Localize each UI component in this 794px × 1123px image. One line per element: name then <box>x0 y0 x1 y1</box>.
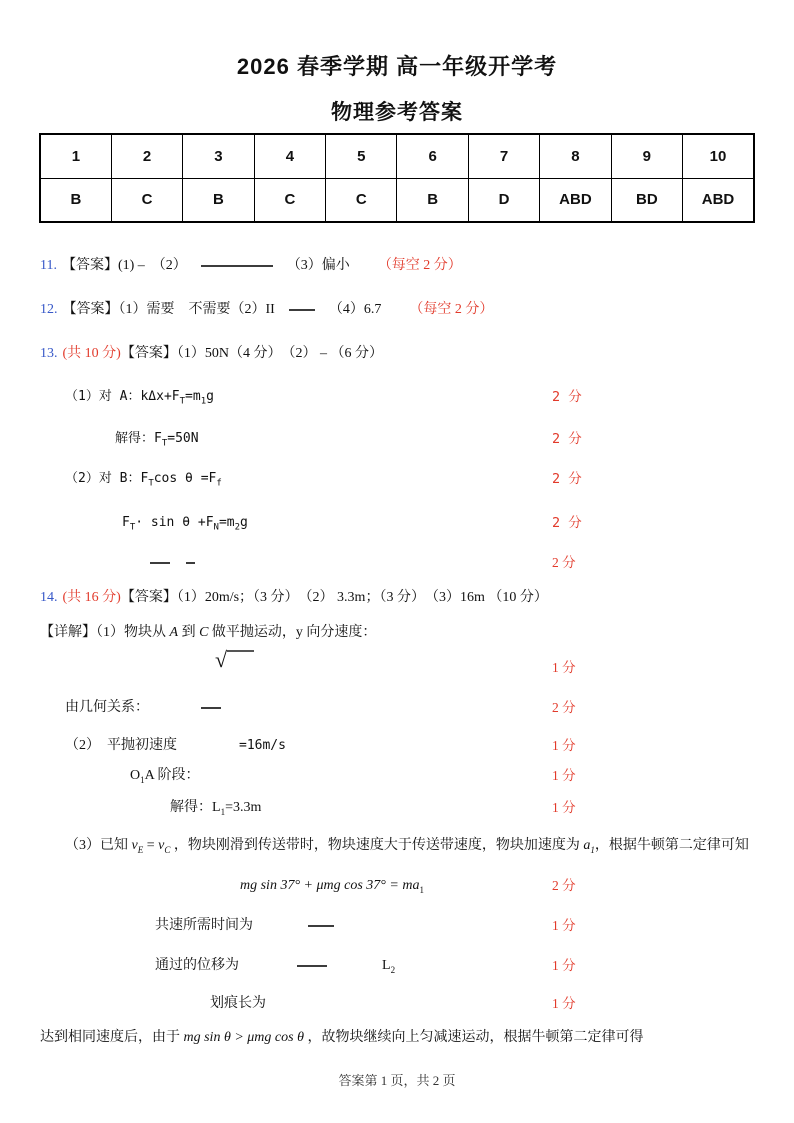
work-line <box>40 513 754 533</box>
score-label: （每空 2 分） <box>377 258 462 273</box>
detail-text: 达到相同速度后，由于 <box>40 1030 184 1045</box>
question-number-cell: 5 <box>326 134 397 178</box>
detail-text: =3.3m <box>225 800 262 815</box>
detail-text: 共速所需时间为 <box>155 918 253 933</box>
formula-text: mg sin 37° + μmg cos 37° = ma <box>240 878 420 893</box>
formula-text: g <box>240 515 248 530</box>
answer-text: （4）6.7 <box>328 302 382 317</box>
displacement-line <box>40 956 754 976</box>
formula-text: =m <box>218 515 235 530</box>
detail-intro-line <box>40 623 754 643</box>
detail-text: O <box>130 768 141 783</box>
work-line <box>40 553 754 573</box>
formula-line-sqrt <box>40 647 754 675</box>
formula-text: =16m/s <box>239 738 286 753</box>
math-var: L <box>382 958 391 973</box>
subscript: T <box>161 438 168 449</box>
subscript: T <box>179 396 186 407</box>
formula-text: =50N <box>167 431 199 446</box>
question-number-cell: 7 <box>468 134 539 178</box>
total-score-label: (共 10 分) <box>62 346 121 361</box>
subscript: T <box>129 522 136 533</box>
answer-text: 【答案】（1）需要 不需要（2）II <box>62 302 275 317</box>
subscript: f <box>216 478 222 489</box>
blank-line <box>201 707 221 709</box>
table-row-answers <box>40 178 754 222</box>
math-var: v <box>131 838 138 853</box>
detail-text: （2） 平抛初速度 <box>65 738 177 753</box>
initial-velocity-line <box>40 736 754 756</box>
subscript: 1 <box>590 844 595 855</box>
question-number: 14. <box>40 590 58 605</box>
time-line <box>40 916 754 936</box>
score-label: 1 分 <box>552 768 576 783</box>
blank-line <box>289 309 315 311</box>
score-label: 2 分 <box>552 555 576 570</box>
math-var: a <box>583 838 591 853</box>
answer-line-q12 <box>40 300 754 320</box>
answer-text: （3）偏小 <box>286 258 350 273</box>
scratch-length-line <box>40 994 754 1014</box>
formula-text: g <box>206 389 214 404</box>
sqrt-vinculum <box>227 650 254 652</box>
math-var: v <box>158 838 165 853</box>
work-line <box>40 387 754 407</box>
answer-text: 【答案】（1）50N（4 分） （2） – （6 分） <box>120 346 383 361</box>
newton-formula-line <box>40 876 754 896</box>
detail-text: ，物块刚滑到传送带时，物块速度大于传送带速度，物块加速度为 <box>170 838 584 853</box>
subscript: 1 <box>140 774 145 785</box>
formula-text: cos θ =F <box>153 471 217 486</box>
score-label: （每空 2 分） <box>409 302 494 317</box>
score-label: 2 分 <box>552 471 582 487</box>
table-row-numbers <box>40 134 754 178</box>
answer-cell: D <box>468 178 539 222</box>
subscript: 2 <box>390 964 396 975</box>
score-label: 2 分 <box>552 700 576 715</box>
detail-text: 由几何关系： <box>65 700 149 715</box>
answer-cell: B <box>397 178 468 222</box>
answer-table <box>39 133 755 223</box>
answer-line-q13 <box>40 344 754 364</box>
answer-cell: BD <box>611 178 682 222</box>
subscript: 1 <box>220 806 226 817</box>
page-subtitle: 物理参考答案 <box>331 101 463 124</box>
conclusion-paragraph <box>40 1028 754 1048</box>
question-number: 13. <box>40 346 58 361</box>
subscript: 1 <box>200 396 207 407</box>
o1a-stage-line <box>40 766 754 786</box>
blank-line <box>308 925 334 927</box>
math-var: C <box>199 625 209 640</box>
work-line <box>40 429 754 449</box>
formula-text: · sin θ +F <box>135 515 214 530</box>
question-number-cell: 9 <box>611 134 682 178</box>
blank-line <box>186 562 195 564</box>
subscript: T <box>148 478 154 489</box>
subscript: C <box>164 844 171 855</box>
subscript: N <box>213 522 219 533</box>
formula-text: =m <box>185 389 201 404</box>
question-number-cell: 2 <box>111 134 182 178</box>
question-number: 11. <box>40 258 57 273</box>
question-number-cell: 6 <box>397 134 468 178</box>
total-score-label: (共 16 分) <box>62 590 121 605</box>
detail-text: 【详解】（1）物块从 <box>40 625 170 640</box>
blank-line <box>297 965 327 967</box>
formula-text: 解得：F <box>115 431 162 446</box>
score-label: 1 分 <box>552 738 576 753</box>
question-number: 12. <box>40 302 58 317</box>
subscript: 2 <box>234 522 241 533</box>
question-number-cell: 10 <box>683 134 754 178</box>
answer-cell: ABD <box>540 178 611 222</box>
answer-cell: C <box>254 178 325 222</box>
blank-line <box>201 265 273 267</box>
page-title: 2026 春季学期 高一年级开学考 <box>236 54 558 79</box>
work-line <box>40 469 754 489</box>
detail-text: （3）已知 <box>65 838 132 853</box>
detail-text: 到 <box>178 625 200 640</box>
sqrt-icon: √ <box>215 647 228 672</box>
detail-text: ，根据牛顿第二定律可知 <box>594 838 749 853</box>
answer-cell: C <box>326 178 397 222</box>
geometry-line <box>40 698 754 718</box>
page-footer: 答案第 1 页，共 2 页 <box>338 1073 456 1088</box>
score-label: 2 分 <box>552 389 582 405</box>
detail-text: 通过的位移为 <box>155 958 239 973</box>
detail-text: 划痕长为 <box>210 996 266 1011</box>
score-label: 1 分 <box>552 958 576 973</box>
answer-cell: B <box>40 178 111 222</box>
formula-text: （2）对 B：F <box>65 471 149 486</box>
detail-text: 解得：L <box>170 800 221 815</box>
subscript: E <box>137 844 144 855</box>
detail-text: 做平抛运动，y 向分速度： <box>208 625 377 640</box>
answer-cell: C <box>111 178 182 222</box>
detail-text: ，故物块继续向上匀减速运动，根据牛顿第二定律可得 <box>303 1030 644 1045</box>
detail-text: A 阶段： <box>144 768 200 783</box>
score-label: 1 分 <box>552 800 576 815</box>
answer-text: 【答案】（1）20m/s；（3 分） （2） 3.3m；（3 分） （3）16m （10 分） <box>120 590 548 605</box>
question-number-cell: 1 <box>40 134 111 178</box>
part3-paragraph <box>40 836 754 856</box>
answer-text: 【答案】(1) – （2） <box>61 258 187 273</box>
solve-l1-line <box>40 798 754 818</box>
score-label: 1 分 <box>552 996 576 1011</box>
math-var: A <box>169 625 179 640</box>
subscript: 1 <box>419 884 424 895</box>
answer-cell: B <box>183 178 254 222</box>
score-label: 2 分 <box>552 431 582 447</box>
answer-line-q11 <box>40 256 754 276</box>
question-number-cell: 4 <box>254 134 325 178</box>
score-label: 1 分 <box>552 660 576 675</box>
math-expression: mg sin θ > μmg cos θ <box>183 1030 304 1045</box>
detail-text: = <box>143 838 159 853</box>
question-number-cell: 8 <box>540 134 611 178</box>
score-label: 2 分 <box>552 878 576 893</box>
score-label: 2 分 <box>552 515 582 531</box>
score-label: 1 分 <box>552 918 576 933</box>
answer-line-q14 <box>40 588 754 608</box>
formula-text: （1）对 A：kΔx+F <box>65 389 180 404</box>
blank-line <box>150 562 170 564</box>
answer-cell: ABD <box>683 178 754 222</box>
question-number-cell: 3 <box>183 134 254 178</box>
formula-text: F <box>122 515 130 530</box>
